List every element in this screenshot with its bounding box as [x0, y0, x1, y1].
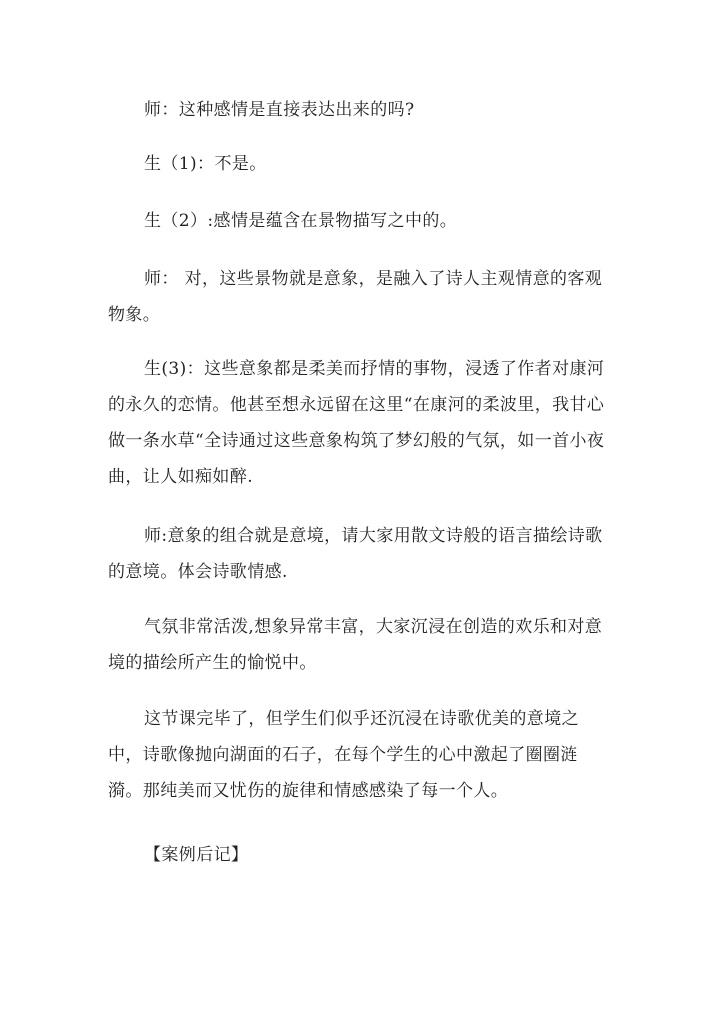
paragraph-teacher-imagery: 师： 对，这些景物就是意象，是融入了诗人主观情意的客观物象。	[108, 269, 603, 325]
paragraph-teacher-artistic-conception: 师:意象的组合就是意境，请大家用散文诗般的语言描绘诗歌的意境。体会诗歌情感.	[108, 526, 603, 582]
section-heading-case-postscript: 【案例后记】	[144, 845, 249, 865]
paragraph-lesson-end: 这节课完毕了，但学生们似乎还沉浸在诗歌优美的意境之中，诗歌像抛向湖面的石子，在每个学生的心中激起了圈圈涟漪。那纯美而又忧伤的旋律和情感感染了每一个人。	[108, 709, 579, 801]
paragraph-student-2: 生（2）:感情是蕴含在景物描写之中的。	[144, 211, 458, 231]
paragraph-atmosphere: 气氛非常活泼,想象异常丰富，大家沉浸在创造的欢乐和对意境的描绘所产生的愉悦中。	[108, 617, 603, 673]
paragraph-student-1: 生（1)：不是。	[144, 154, 267, 174]
paragraph-student-3: 生(3)：这些意象都是柔美而抒情的事物，浸透了作者对康河的永久的恋情。他甚至想永远留在这里“在康河的柔波里，我甘心做一条水草“全诗通过这些意象构筑了梦幻般的气氛，如一首小夜曲，让人如痴如醉.	[108, 359, 605, 487]
paragraph-teacher-question: 师：这种感情是直接表达出来的吗?	[144, 100, 415, 120]
